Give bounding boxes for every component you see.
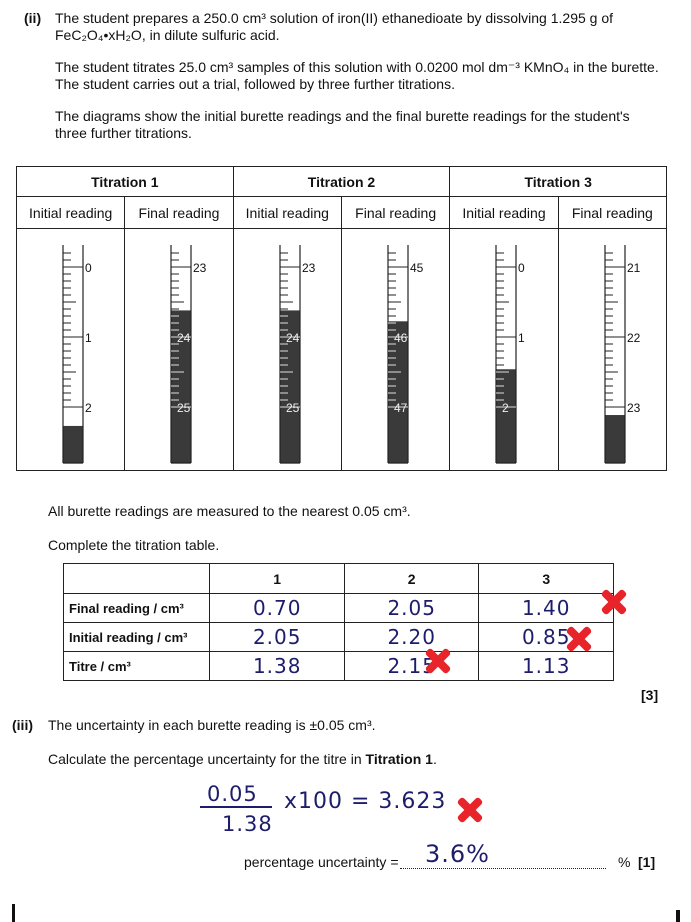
handwritten-value: 0.70 xyxy=(252,596,302,620)
page-edge-mark xyxy=(12,904,15,922)
part-ii-label: (ii) xyxy=(24,10,42,26)
titration-2-header: Titration 2 xyxy=(233,167,450,197)
handwritten-value: 1.38 xyxy=(252,654,302,678)
sub-header: Final reading xyxy=(558,197,666,229)
col-header-2: 2 xyxy=(344,564,479,594)
scale-label: 24 xyxy=(177,331,191,345)
result-cell[interactable] xyxy=(210,623,345,652)
marks-iii: [1] xyxy=(638,854,656,870)
result-cell[interactable] xyxy=(210,652,345,681)
wrong-mark-cross-icon xyxy=(566,626,592,652)
work-denominator: 1.38 xyxy=(222,812,273,836)
row-label-titre: Titre / cm³ xyxy=(64,652,210,681)
diagram-line-1: The diagrams show the initial burette readings and the final burette readings for the student's xyxy=(55,108,630,124)
burette-svg xyxy=(266,237,314,463)
burette-svg xyxy=(482,237,530,463)
burette-cell xyxy=(233,229,341,471)
calc-instruction xyxy=(48,751,437,767)
wrong-mark-cross-icon xyxy=(601,589,627,615)
answer-label: percentage uncertainty = xyxy=(244,854,399,870)
wrong-mark-cross-icon xyxy=(457,797,483,823)
work-numerator: 0.05 xyxy=(207,782,258,806)
intro-line-1: The student prepares a 250.0 cm³ solution of iron(II) ethanedioate by dissolving 1.295 g of xyxy=(55,10,614,26)
scale-label: 2 xyxy=(502,401,509,415)
result-cell[interactable] xyxy=(344,652,479,681)
burette-cell xyxy=(341,229,449,471)
row-label-initial: Initial reading / cm³ xyxy=(64,623,210,652)
row-label-final: Final reading / cm³ xyxy=(64,594,210,623)
result-cell[interactable] xyxy=(210,594,345,623)
handwritten-value: 2.05 xyxy=(252,625,302,649)
page-edge-mark xyxy=(676,910,680,922)
col-header-3: 3 xyxy=(479,564,614,594)
marks-ii: [3] xyxy=(641,687,659,703)
handwritten-value: 2.05 xyxy=(387,596,436,620)
calc-bold: Titration 1 xyxy=(365,751,433,767)
result-cell[interactable] xyxy=(344,623,479,652)
scale-label: 23 xyxy=(626,401,640,415)
sub-header: Initial reading xyxy=(450,197,558,229)
burette-cell xyxy=(17,229,125,471)
complete-note: Complete the titration table. xyxy=(48,537,220,553)
burette-cell xyxy=(125,229,233,471)
work-rest: x100 = 3.623 xyxy=(284,789,447,814)
handwritten-value: 1.40 xyxy=(521,596,571,620)
part-iii-label: (iii) xyxy=(12,717,33,733)
scale-label: 47 xyxy=(393,401,408,415)
burette-svg xyxy=(591,237,639,463)
titration-1-header: Titration 1 xyxy=(17,167,234,197)
uncertainty-line: The uncertainty in each burette reading is ±0.05 cm³. xyxy=(48,717,376,733)
results-table xyxy=(63,563,614,681)
handwritten-value: 1.13 xyxy=(521,654,571,678)
result-cell[interactable] xyxy=(479,623,614,652)
scale-label: 24 xyxy=(285,331,300,345)
scale-label: 45 xyxy=(409,261,424,275)
burette-svg xyxy=(374,237,422,463)
burette-cell xyxy=(558,229,666,471)
sub-header: Final reading xyxy=(341,197,449,229)
scale-label: 23 xyxy=(193,261,207,275)
fraction-bar xyxy=(200,806,272,808)
scale-label: 46 xyxy=(393,331,408,345)
answer-unit: % xyxy=(618,854,631,870)
titrate-line-1: The student titrates 25.0 cm³ samples of this solution with 0.0200 mol dm⁻³ KMnO₄ in the burette. xyxy=(55,59,659,75)
scale-label: 1 xyxy=(518,331,525,345)
sub-header: Initial reading xyxy=(17,197,125,229)
scale-label: 25 xyxy=(177,401,191,415)
burette-liquid xyxy=(496,369,516,463)
diagram-line-2: three further titrations. xyxy=(55,125,192,141)
answer-dotted-line xyxy=(400,868,606,869)
results-corner xyxy=(64,564,210,594)
scale-label: 21 xyxy=(626,261,640,275)
handwritten-value: 0.85 xyxy=(521,625,571,649)
answer-value[interactable]: 3.6% xyxy=(425,840,490,868)
calc-prefix: Calculate the percentage uncertainty for the titre in xyxy=(48,751,362,767)
result-cell[interactable] xyxy=(479,652,614,681)
burette-liquid xyxy=(63,426,83,463)
result-cell[interactable] xyxy=(479,594,614,623)
scale-label: 0 xyxy=(518,261,525,275)
scale-label: 25 xyxy=(285,401,300,415)
scale-label: 0 xyxy=(85,261,92,275)
scale-label: 23 xyxy=(301,261,316,275)
scale-label: 1 xyxy=(85,331,92,345)
calc-end: . xyxy=(432,751,437,767)
result-cell[interactable] xyxy=(344,594,479,623)
sub-header: Final reading xyxy=(125,197,233,229)
titration-3-header: Titration 3 xyxy=(450,167,667,197)
scale-label: 2 xyxy=(85,401,92,415)
measured-note: All burette readings are measured to the nearest 0.05 cm³. xyxy=(48,503,411,519)
handwritten-value: 2.15 xyxy=(387,654,436,678)
sub-header: Initial reading xyxy=(233,197,341,229)
col-header-1: 1 xyxy=(210,564,345,594)
titrate-line-2: The student carries out a trial, followed by three further titrations. xyxy=(55,76,455,92)
burette-liquid xyxy=(605,415,625,463)
wrong-mark-cross-icon xyxy=(425,648,451,674)
scale-label: 22 xyxy=(626,331,640,345)
burette-svg xyxy=(157,237,205,463)
burette-table xyxy=(16,166,667,471)
burette-svg xyxy=(49,237,97,463)
intro-line-2: FeC₂O₄•xH₂O, in dilute sulfuric acid. xyxy=(55,27,280,43)
handwritten-value: 2.20 xyxy=(387,625,436,649)
burette-cell xyxy=(450,229,558,471)
